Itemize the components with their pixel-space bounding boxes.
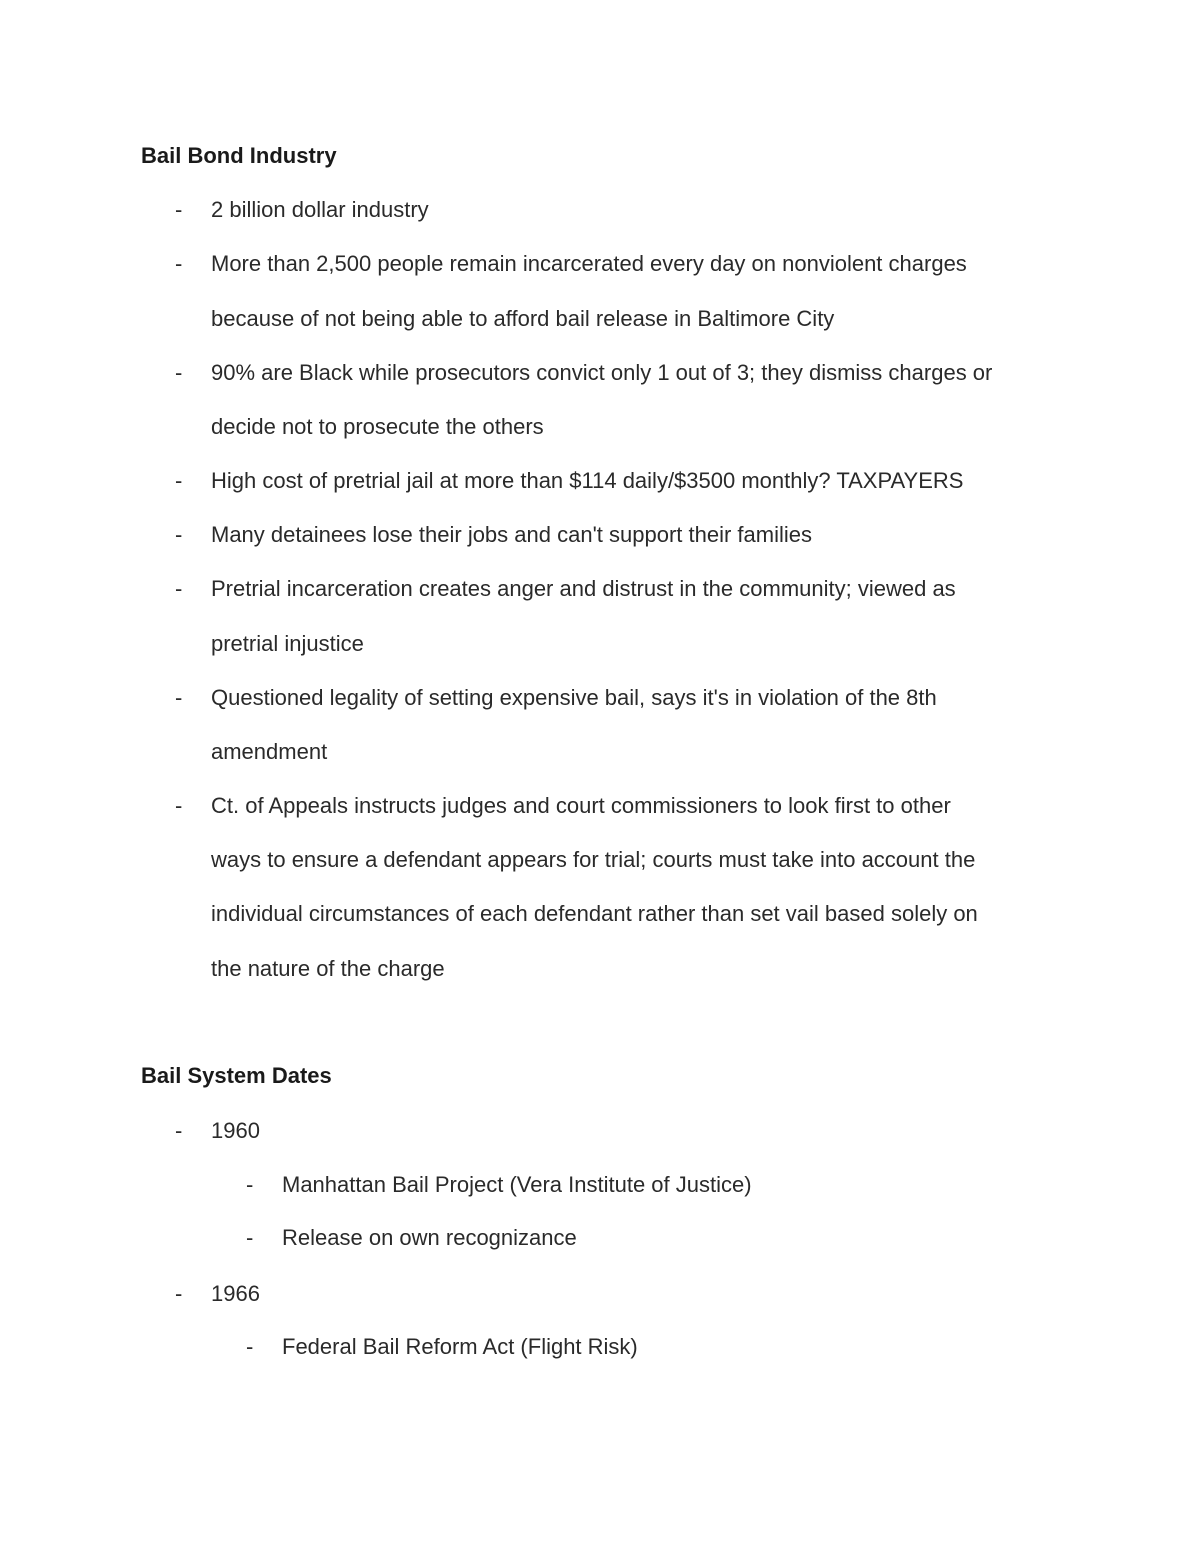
bullet-dash: -	[175, 793, 183, 818]
sub-bullet-dash: -	[246, 1172, 254, 1197]
bullet-text-continued: decide not to prosecute the others	[211, 414, 544, 439]
bullet-dash: -	[175, 576, 183, 601]
bullet-dash: -	[175, 360, 183, 385]
sub-bullet-dash: -	[246, 1334, 254, 1359]
sub-bullet-text: Manhattan Bail Project (Vera Institute of Justice)	[282, 1172, 752, 1197]
bullet-text: 90% are Black while prosecutors convict only 1 out of 3; they dismiss charges or	[211, 360, 993, 385]
bullet-dash: -	[175, 1281, 183, 1306]
bullet-text: High cost of pretrial jail at more than $114 daily/$3500 monthly? TAXPAYERS	[211, 468, 964, 493]
sub-bullet-dash: -	[246, 1225, 254, 1250]
bullet-text-continued: because of not being able to afford bail release in Baltimore City	[211, 306, 835, 331]
date-item: 1960	[211, 1118, 260, 1143]
bullet-text: Questioned legality of setting expensive bail, says it's in violation of the 8th	[211, 685, 937, 710]
bullet-text-continued: individual circumstances of each defendant rather than set vail based solely on	[211, 901, 978, 926]
date-item: 1966	[211, 1281, 260, 1306]
bullet-text: 2 billion dollar industry	[211, 197, 429, 222]
bullet-dash: -	[175, 685, 183, 710]
bullet-text: Ct. of Appeals instructs judges and court commissioners to look first to other	[211, 793, 951, 818]
bullet-text: Many detainees lose their jobs and can't support their families	[211, 522, 812, 547]
bullet-dash: -	[175, 197, 183, 222]
bullet-dash: -	[175, 1118, 183, 1143]
bullet-text: More than 2,500 people remain incarcerated every day on nonviolent charges	[211, 251, 967, 276]
bullet-dash: -	[175, 468, 183, 493]
bullet-dash: -	[175, 251, 183, 276]
bullet-text-continued: ways to ensure a defendant appears for trial; courts must take into account the	[211, 847, 976, 872]
section-heading-bail-system-dates: Bail System Dates	[141, 1063, 332, 1088]
bullet-text-continued: the nature of the charge	[211, 956, 445, 981]
bullet-text-continued: pretrial injustice	[211, 631, 364, 656]
bullet-dash: -	[175, 522, 183, 547]
sub-bullet-text: Release on own recognizance	[282, 1225, 577, 1250]
bullet-text-continued: amendment	[211, 739, 328, 764]
section-heading-bail-bond-industry: Bail Bond Industry	[141, 143, 337, 168]
sub-bullet-text: Federal Bail Reform Act (Flight Risk)	[282, 1334, 638, 1359]
bullet-text: Pretrial incarceration creates anger and distrust in the community; viewed as	[211, 576, 956, 601]
